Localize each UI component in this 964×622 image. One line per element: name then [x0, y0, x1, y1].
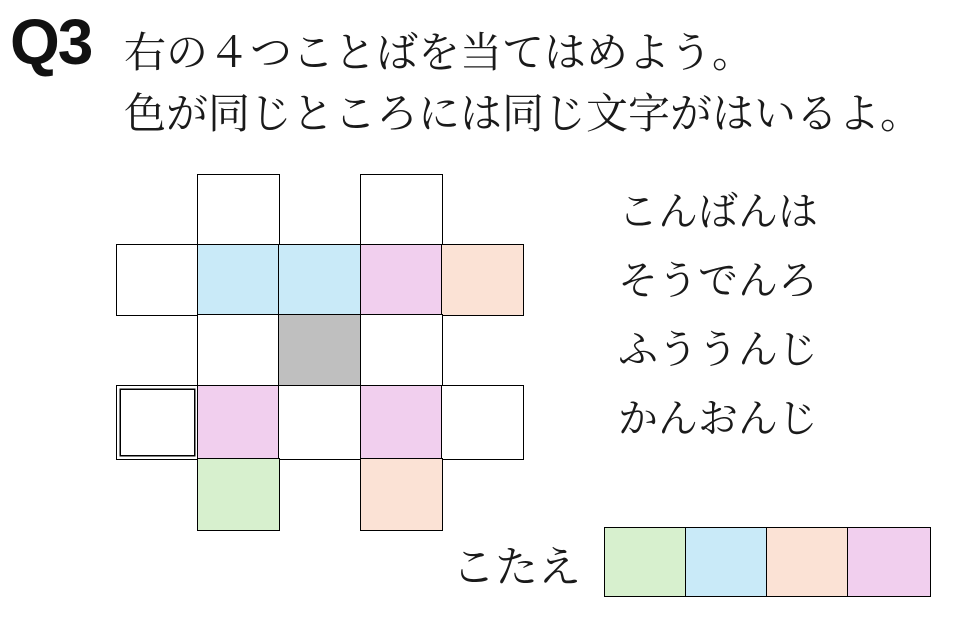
answer-cell-2-blue: [685, 527, 768, 597]
question-number: Q3: [10, 6, 92, 78]
instruction-line-1: 右の４つことばを当てはめよう。: [124, 29, 755, 76]
word-item-2: そうでんろ: [618, 259, 818, 303]
answer-label: こたえ: [452, 544, 581, 592]
answer-cell-4-pink: [847, 527, 931, 597]
answer-cell-1-green: [604, 527, 687, 597]
answer-cell-3-peach: [766, 527, 849, 597]
word-item-3: ふううんじ: [618, 328, 818, 372]
word-item-1: こんばんは: [618, 190, 818, 234]
word-item-4: かんおんじ: [618, 397, 818, 441]
instruction-line-2: 色が同じところには同じ文字がはいるよ。: [124, 90, 923, 137]
